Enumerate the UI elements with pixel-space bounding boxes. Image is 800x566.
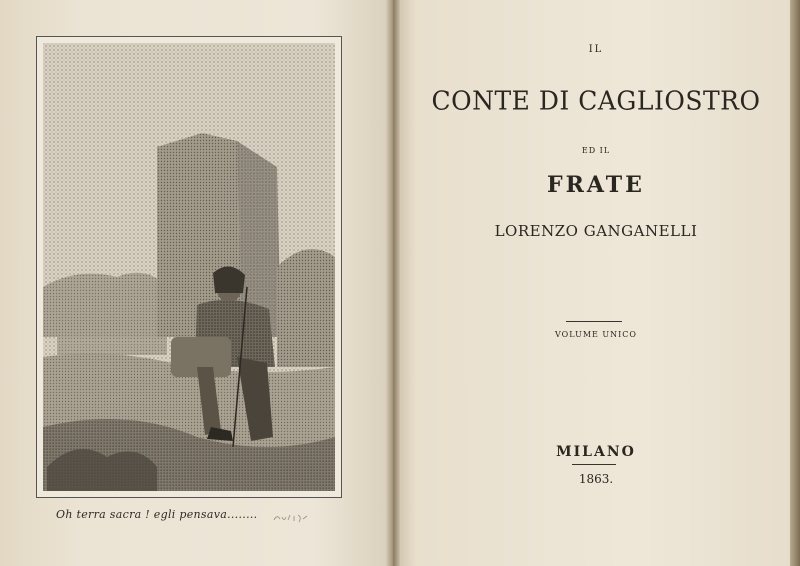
title-article: IL (588, 44, 604, 55)
city-rule (572, 464, 616, 465)
frontispiece-engraving (36, 36, 342, 498)
title-frate: FRATE (547, 172, 645, 198)
book-title: CONTE DI CAGLIOSTRO (431, 85, 761, 116)
publication-city: MILANO (556, 444, 636, 460)
volume-label: VOLUME UNICO (555, 330, 637, 339)
volume-rule (566, 321, 622, 322)
title-name: LORENZO GANGANELLI (494, 222, 698, 240)
engraving-caption: Oh terra sacra ! egli pensava........ (56, 508, 258, 521)
title-connector: ED IL (581, 146, 611, 155)
publication-year: 1863. (578, 472, 614, 486)
handwritten-pencil-note (272, 511, 310, 525)
engraving-illustration (37, 37, 341, 497)
